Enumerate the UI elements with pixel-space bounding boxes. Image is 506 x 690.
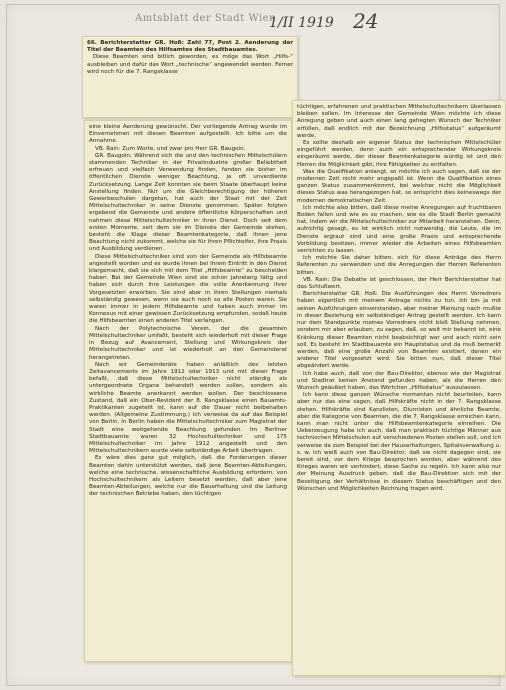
left-bottom-fade (85, 643, 291, 661)
left-paragraph: Diese Mittelschultechniker sind von der Gemeinde als Hilfsbeamte angestellt worden und es wurde ihnen bei ihrem Eintritt in den Dienst klargemacht, daß sie sich mit dem Titel „Hilfsbeamte“ zu bescheiden haben. Bei der Gemeinde Wien sind sie schon jahrelang tätig und haben sich durch ihre Leistungen die volle Anerkennung ihrer Vorgesetzten erworben. Sie sind aber in ihren Stellungen niemals selbständig gewesen, wenn sie auch noch so alle Posten waren. Sie waren immer in jedem Hilfsbeamte und haben auch immer im Konnexus mit einer gewissen Zurücksetzung empfunden, sodaß heute die Hilfsbeamten einen anderen Titel verlangen. (89, 253, 287, 325)
left-paragraph: GR. Baugoin: Während sich die und den technischen Mittelschülern stammenden Techniker in der Privatindustrie großer Beliebtheit erfreuen und vielfach Verwendung finden, fanden sie bisher im öffentlichen Dienste weniger Beachtung, ja oft unverdiente Zurücksetzung. Lange Zeit konnten sie beim Staate überhaupt keine Anstellung finden. Nur um die Gleichberechtigung der höheren Gewerbeschulen dargetan, hat auch der Staat mit der Zeit Mittelschultechniker in seine Dienste genommen. Später folgten ergebend die Gemeinde und andere öffentliche Körperschaften und nahmen diese Mittelschultechniker in ihren Dienst. Doch seit dem ersten Momente, seit dem sie im Dienste der Gemeinde stehen, besteht die Klage dieser Beamtenkategorie, daß ihnen jene Beachtung nicht zukommt, welche sie für ihren Pflichteifer, ihre Praxis und Ausbildung verdienen. (89, 152, 287, 253)
right-paragraph: Ich möchte Sie daher bitten, sich für diese Anträge des Herrn Referenten zu verwenden und die Anregungen der Herren Referenten bitten. (297, 255, 501, 276)
right-paragraph: Was die Qualifikation anlangt, so möchte ich auch sagen, daß sie der modernen Zeit nicht mehr angepaßt ist. Wenn die Qualifikation eines ganzen Status zusammenkommt, bei welcher nicht die Möglichkeit dieses Status was herangezogen hat, so entspricht dies keineswegs der modernen demokratischen Zeit. (297, 168, 501, 204)
clipping-right-column (292, 100, 506, 676)
clipping-left-column (84, 120, 292, 662)
right-paragraph: Berichterstatter GR. Hoß: Die Ausführungen des Herrn Vorredners haben eigentlich mit meinem Antrage nichts zu tun. Ich bin ja mit seinen Ausführungen einverstanden, aber meiner Meinung nach mußte in dieser Beziehung ein selbständiger Antrag gestellt werden. Ich kann nur dem Standpunkte meines Vorredners nicht bloß Stellung nehmen, sondern mir aber erlauben, zu sagen, daß, so weit mir bekannt ist, eine Kränkung dieser Beamten nicht beabsichtigt war und auch nicht sein soll. Es besteht im Stadtbauamte ein Hauptstatus und da muß bemerkt werden, daß eine große Anzahl von Beamten existiert, denen ein anderer Titel vorgesetzt wird. Sie bitten nun, daß dieser Titel abgeändert werde. (297, 291, 501, 370)
left-paragraph: Es wäre dies ganz gut möglich, daß die Forderungen dieser Beamten dahin unterstützt werden, daß jene Beamten-Abteilungen, welche eine technische, wissenschaftliche Ausbildung erfordern, von Hochschultechnikern als Leitern besetzt werden, daß aber jene Beamten-Abteilungen, welche nur die Bauerhaltung und die Leitung der technischen Betriebe haben, den tüchtigen (89, 455, 287, 498)
right-paragraph: Ich kann diese ganzen Wünsche momentan nicht beurteilen, kann aber nur das eine sagen, daß Hilfskräfte nicht in der 7. Rangsklasse stehen. Hilfskräfte sind Kanzlisten, Diurnisten und ähnliche Beamte, aber die Kategorie von Beamten, die die 7. Rangsklasse erreichen kann, kann man nicht unter die Hilfsbeamtenkategorie einreihen. Die Ueberzeugung habe ich auch, daß man praktisch tüchtige Männer aus technischen Mittelschulen auf verschiedenen Posten stellen soll, und ich verweise da zum Beispiel bei der Hauserhaltungen, Spitalsverwaltung u. s. w. Ich weiß auch von Bau-Direktor, daß sie nicht dagegen sind, sie bereit sind, vor dem Kriege besprochen worden, aber während des Krieges waren wir verhindert, diese Sache zu regeln. Ich kann also nur der Meinung Ausdruck geben, daß die Bau-Direktion sich mit der Beseitigung der Verhältnisse in diesem Status beschäftigen und den Wünschen und Möglichkeiten Rechnung tragen wird. (297, 392, 501, 492)
left-paragraph: VB. Rain: Zum Worte, und zwar pro Herr GR. Baugoin. (95, 145, 246, 152)
left-paragraph: Nach wir Gemeinderäte haben anläßlich des letzten Zeitavancements im Jahre 1912 oder 1913 und mit dieser Frage befaßt, daß diese Mittelschultechniker nicht ständig als untergeordnete Organe behandelt werden sollen, sondern als wirkliche Beamte anerkannt werden wollen. Der beschlossene Zustand, daß ein Ober-Revident der 8. Rangsklasse einen Bauamts-Praktikanten zugeteilt ist, kann auf die Dauer nicht beibehalten werden. (Allgemeine Zustimmung.) Ich verweise da auf das Beispiel von Berlin. In Berlin haben die Mittelschultechniker zum Magistrat der Stadt eine weitgehende Beachtung gefunden. Im Berliner Stadtbauamte waren 32 Hochschultechniker und 175 Mittelschultechniker im Jahre 1912 angestellt und den Mittelschultechnikern wurde viele selbständige Arbeit übertragen. (89, 361, 287, 455)
left-paragraph: Nach der Polytechnische Verein, der die gesamten Mittelschultechniker umfaßt, besteht sich wiederholt mit dieser Frage in Bezug auf Avancement, Stellung und Wirkungskreis der Mittelschultechniker und ist wiederholt an den Gemeinderat herangetreten. (89, 325, 287, 361)
left-paragraph: eine kleine Aenderung gewünscht. Der vorliegende Antrag wurde im Einvernehmen mit diesen Beamten aufgestellt. Ich bitte um die Annahme. (89, 124, 287, 145)
handwritten-date: 1/II 1919 (269, 15, 334, 31)
right-paragraph: tüchtigen, erfahrenen und praktischen Mittelschultechnikern überlassen bleiben sollen. Im Interesse der Gemeinde Wien möchte ich diese Anregung geben und auch einen lang gehegten Wunsch der Techniker erfüllen, daß endlich mit der Bezeichnung „Hilfsstatus“ aufgeräumt werde. (297, 104, 501, 139)
archive-stamp: Amtsblatt der Stadt Wien (135, 13, 276, 24)
right-paragraph: Es sollte deshalb ein eigener Status der technischen Mittelschüler eingeführt werden, denn auch ein entsprechender Wirkungskreis eingeräumt werde, der dieser Beamtenkategorie würdig ist und den Herren die Möglichkeit gibt, ihre Fähigkeiten zu entfalten. (297, 140, 501, 168)
clipping-top-paragraph: Diese Beamten sind bitlich geworden, es möge das Wort „Hilfs-“ ausbleiben und dafür das Wort „technische“ angewendet werden. Ferner wird noch für die 7. Rangsklasse (87, 54, 293, 75)
clipping-top-heading: 66. Berichterstatter GR. Hoß: Zahl 77, Post 2. Aenderung der Titel der Beamten des Hilfsamtes des Stadtbauamtes. (87, 40, 293, 54)
right-paragraph: VB. Rain: Die Debatte ist geschlossen, der Herr Berichterstatter hat das Schlußwort. (297, 276, 501, 291)
right-paragraph: Ich habe auch, daß von der Bau-Direktor, ebenso wie der Magistrat und Stadtrat keinen Anstand gefunden haben, als die Herren den Wunsch geäußert haben, das Wörtchen „Hilfsstatus“ auszulassen. (297, 370, 501, 391)
handwritten-page-number: 24 (353, 9, 379, 33)
right-bottom-fade (293, 657, 505, 675)
clipping-top (82, 36, 298, 118)
right-paragraph: Ich möchte also bitten, daß diese meine Anregungen auf fruchtbaren Boden fallen und wie es so machen, wie es die Stadt Berlin gemacht hat, indem wir die Mittelschultechniker zur Mitarbeit heranziehen. Denn, aufrichtig gesagt, es ist wirklich nicht notwendig, die Leute, die im Dienste ergraut sind und eine große Praxis und entsprechende Vorbildung besitzen, immer wieder die Arbeiten eines Hilfsbeamten verrichten zu lassen. (297, 204, 501, 255)
